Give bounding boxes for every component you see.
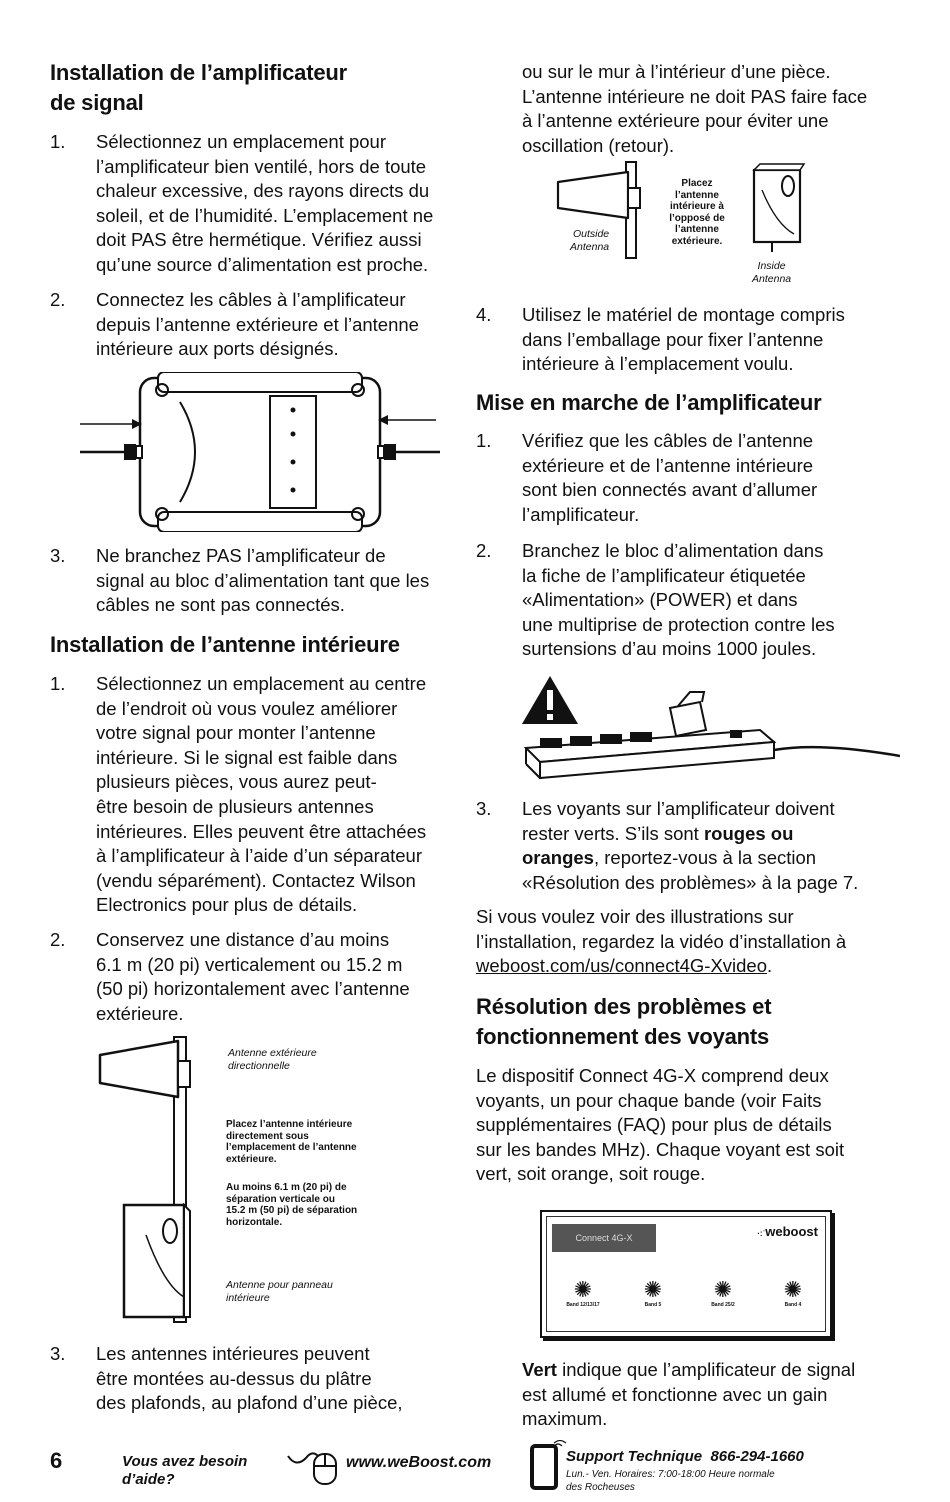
list-item: 2. Branchez le bloc d’alimentation dans la fiche de l’amplificateur étiquetée «Alimentation» (POWER) et dans une multiprise de protection contre les surtensions d’au moins 1000 joules. <box>476 540 835 660</box>
list-item: 2. Conservez une distance d’au moins 6.1 m (20 pi) verticalement ou 15.2 m (50 pi) horizontalement avec l’antenne extérieure. <box>50 929 410 1024</box>
figure-label: Inside Antenna <box>752 260 792 285</box>
led-indicator: ✺ Band 12/13/17 <box>552 1278 614 1308</box>
device-name-label: Connect 4G-X <box>552 1224 656 1252</box>
led-indicator: ✺ Band 4 <box>762 1278 824 1308</box>
page-footer <box>0 1440 950 1502</box>
paragraph: Si vous voulez voir des illustrations sur l’installation, regardez la vidéo d’installation à weboost.com/us/connect4G-Xvideo. <box>476 906 847 977</box>
list-item: 1. Vérifiez que les câbles de l’antenne extérieure et de l’antenne intérieure sont bien connectés avant d’allumer l’amplificateur. <box>476 430 818 525</box>
website-link[interactable]: www.weBoost.com <box>346 1454 492 1471</box>
help-text: Vous avez besoin d’aide? <box>122 1453 248 1488</box>
figure-label: Placez l’antenne intérieure à l’opposé de l’antenne extérieure. <box>669 178 725 247</box>
paragraph: Le dispositif Connect 4G-X comprend deux voyants, un pour chaque bande (voir Faits supplémentaires (FAQ) pour plus de détails sur les bandes MHz). Chaque voyant est soit vert, soit orange, soit rouge. <box>476 1065 845 1185</box>
led-indicator: ✺ Band 25/2 <box>692 1278 754 1308</box>
amplifier-illustration <box>80 372 440 532</box>
support-phone: Support Technique 866-294-1660 <box>566 1448 804 1465</box>
booster-panel-illustration <box>540 1210 832 1338</box>
mouse-icon <box>286 1442 342 1486</box>
heading-power-on: Mise en marche de l’amplificateur <box>476 390 822 415</box>
paragraph: Vert indique que l’amplificateur de signal est allumé et fonctionne avec un gain maximum. <box>522 1359 856 1430</box>
brand-logo: ·:ˈweboost <box>757 1224 818 1239</box>
heading-troubleshooting: Résolution des problèmes et fonctionnement des voyants <box>476 994 772 1049</box>
heading-amplifier-install: Installation de l’amplificateur de signal <box>50 60 347 115</box>
heading-indoor-antenna: Installation de l’antenne intérieure <box>50 632 400 657</box>
list-item: 1. Sélectionnez un emplacement pour l’amplificateur bien ventilé, hors de toute chaleur excessive, des rayons directs du soleil, et de l’humidité. L’emplacement ne doit PAS être hermétique. Vérifiez aussi qu’une source d’alimentation est proche. <box>50 131 434 275</box>
list-item: 1. Sélectionnez un emplacement au centre de l’endroit où vous voulez améliorer votre signal pour monter l’antenne intérieure. Si le signal est faible dans plusieurs pièces, vous aurez peut- être besoin de plusieurs antennes intérieures. Elles peuvent être attachées à l’amplificateur à l’aide d’un séparateur (vendu séparément). Contactez Wilson Electronics pour plus de détails. <box>50 673 427 916</box>
led-row <box>542 1278 830 1328</box>
figure-label: Antenne pour panneau intérieure <box>226 1279 333 1304</box>
led-icon: ✺ <box>713 1277 733 1302</box>
paragraph: ou sur le mur à l’intérieur d’une pièce. L’antenne intérieure ne doit PAS faire face à l’antenne extérieure pour éviter une oscillation (retour). <box>522 61 868 156</box>
support-hours: Lun.- Ven. Horaires: 7:00-18:00 Heure normale des Rocheuses <box>566 1469 775 1493</box>
power-strip-illustration <box>520 672 900 782</box>
figure-label: Antenne extérieure directionnelle <box>228 1047 317 1072</box>
list-item: 3. Ne branchez PAS l’amplificateur de signal au bloc d’alimentation tant que les câbles ne sont pas connectés. <box>50 545 430 616</box>
list-item: 4. Utilisez le matériel de montage compris dans l’emballage pour fixer l’antenne intérieure à l’emplacement voulu. <box>476 304 845 375</box>
figure-label: Outside Antenna <box>570 228 610 253</box>
led-icon: ✺ <box>783 1277 803 1302</box>
page-number: 6 <box>50 1448 63 1473</box>
antenna-separation-illustration <box>94 1035 234 1325</box>
list-item: 3. Les voyants sur l’amplificateur doivent rester verts. S’ils sont rouges ou oranges, reportez-vous à la section «Résolution des problèmes» à la page 7. <box>476 798 859 893</box>
led-icon: ✺ <box>573 1277 593 1302</box>
list-item: 3. Les antennes intérieures peuvent être montées au-dessus du plâtre des plafonds, au plafond d’une pièce, <box>50 1343 403 1414</box>
led-indicator: ✺ Band 5 <box>622 1278 684 1308</box>
video-link[interactable]: weboost.com/us/connect4G-Xvideo <box>476 955 768 977</box>
figure-label: Placez l’antenne intérieure directement sous l’emplacement de l’antenne extérieure. <box>226 1119 357 1165</box>
phone-icon <box>528 1440 568 1492</box>
led-icon: ✺ <box>643 1277 663 1302</box>
list-item: 2. Connectez les câbles à l’amplificateur depuis l’antenne extérieure et l’antenne intérieure aux ports désignés. <box>50 289 419 360</box>
figure-label: Au moins 6.1 m (20 pi) de séparation verticale ou 15.2 m (50 pi) de séparation horizontale. <box>226 1182 358 1228</box>
